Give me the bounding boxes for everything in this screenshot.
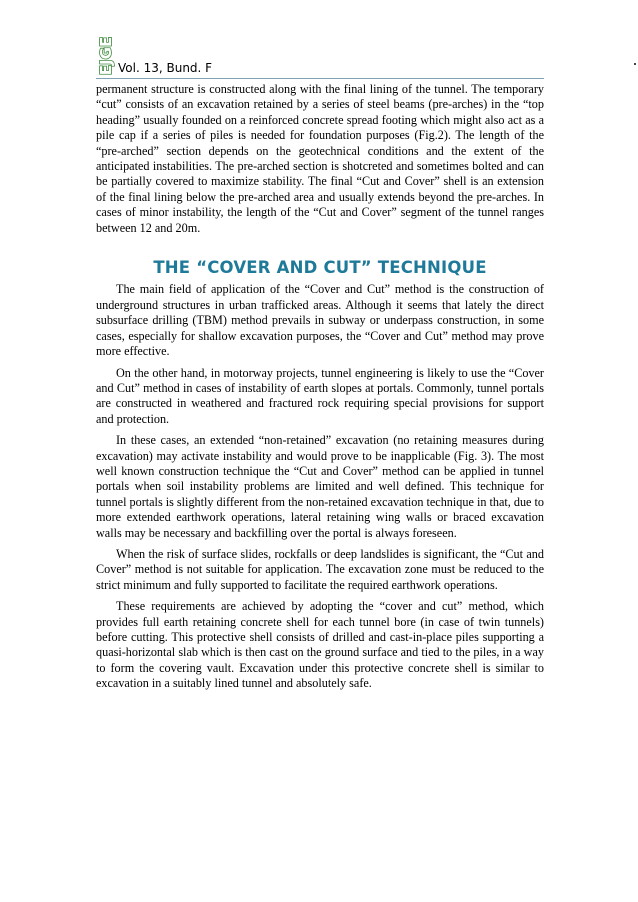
header-rule xyxy=(96,78,544,79)
paragraph: When the risk of surface slides, rockfalls or deep landslides is significant, the “Cut and Cover” method is not suitable for application. The excavation zone must be reduced to the strict minimum and fully supported to facilitate the required earthwork operations. xyxy=(96,546,544,592)
running-head-volume: Vol. 13, Bund. F xyxy=(118,61,213,75)
svg-text:EJGE: EJGE xyxy=(97,36,115,76)
paragraph: On the other hand, in motorway projects, tunnel engineering is likely to use the “Cover and Cut” method in cases of instability of earth slopes at portals. Commonly, tunnel portals are constructed in weathered and fractured rock requiring special provisions for support and protection. xyxy=(96,365,544,426)
section-title: THE “COVER AND CUT” TECHNIQUE xyxy=(153,258,487,278)
paragraph: The main field of application of the “Cover and Cut” method is the construction of underground structures in urban trafficked areas. Although it seems that lately the direct subsurface drilling (TBM) method prevails in subway or underpass construction, in some cases, especially for shallow excavation purposes, the “Cover and Cut” method may prove more effective. xyxy=(96,282,544,359)
article-body xyxy=(96,82,544,698)
paragraph: These requirements are achieved by adopting the “cover and cut” method, which provides full earth retaining concrete shell for each tunnel bore (in case of twin tunnels) before cutting. This protective shell consists of drilled and cast-in-place piles supporting a quasi-horizontal slab which is then cast on the ground surface and tied to the piles, in a way to form the covering vault. Excavation under this protective concrete shell is similar to excavation in a suitably lined tunnel and absolutely safe. xyxy=(96,599,544,691)
paragraph-continued: permanent structure is constructed along with the final lining of the tunnel. The temporary “cut” consists of an excavation retained by a series of steel beams (pre-arches) in the “top heading” usually founded on a reinforced concrete spread footing which might also act as a pile cap if a series of piles is needed for foundation purposes (Fig.2). The length of the “pre-arched” section depends on the geotechnical conditions and the extent of the anticipated instabilities. The pre-arched section is shotcreted and sometimes bolted and can be partially covered to maximize stability. The final “Cut and Cover” shell is an extension of the final lining below the pre-arched area and usually extends beyond the pre-arches. In cases of minor instability, the length of the “Cut and Cover” segment of the tunnel ranges between 12 and 20m. xyxy=(96,82,544,235)
edge-mark xyxy=(634,63,636,65)
ejge-logo xyxy=(96,34,116,78)
paragraph: In these cases, an extended “non-retained” excavation (no retaining measures during excavation) may activate instability and would prove to be inapplicable (Fig. 3). The most well known construction technique the “Cut and Cover” method can be applied in tunnel portals when soil instability problems are limited and well defined. This technique for tunnel portals is slightly different from the non-retained excavation technique in that, due to more extended earthwork operations, lateral retaining wing walls or braced excavation walls may be necessary and backfilling over the portal is always foreseen. xyxy=(96,433,544,540)
